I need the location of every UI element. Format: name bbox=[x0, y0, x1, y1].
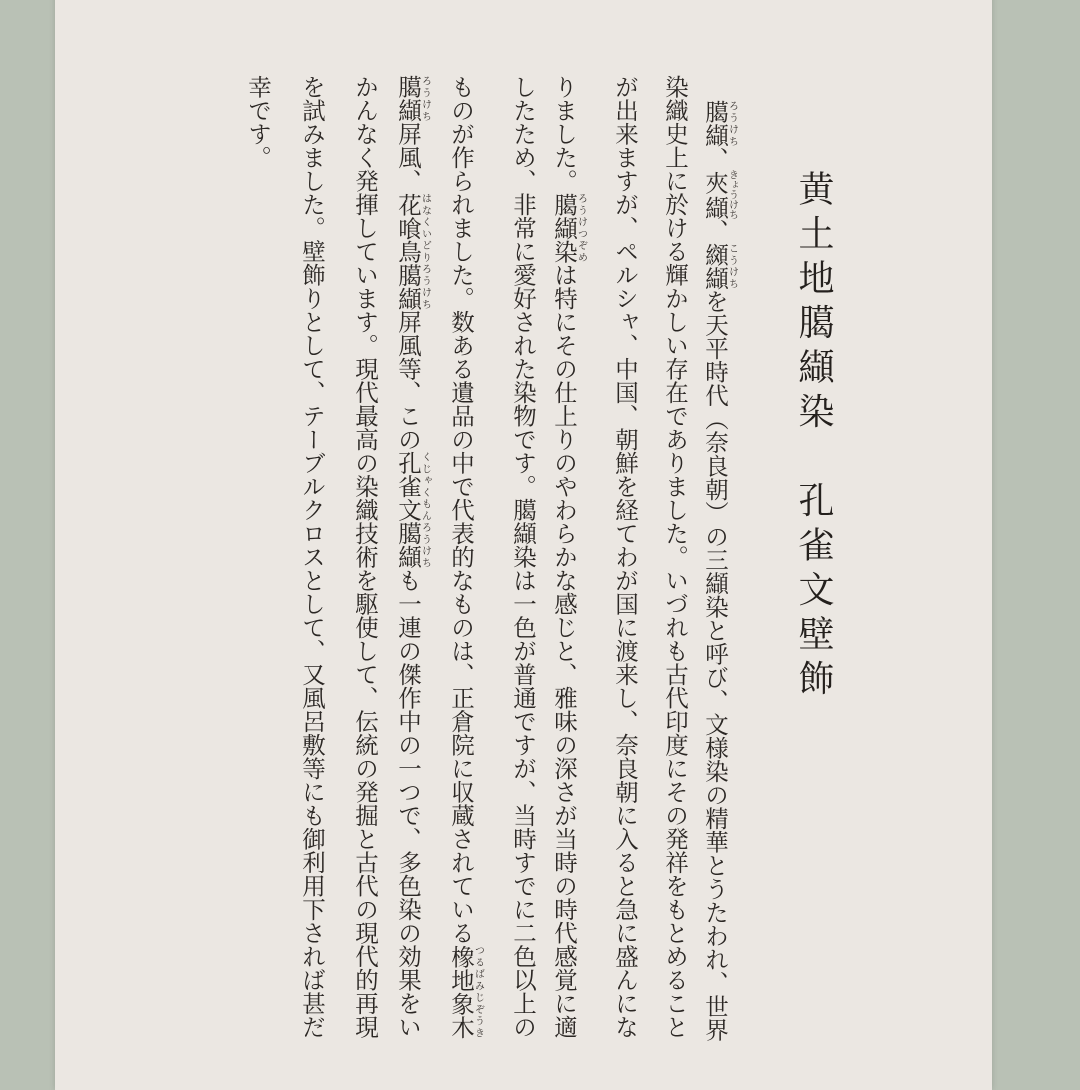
furigana: きょうけち bbox=[726, 169, 738, 220]
ruby-annotated-text: 纐纈こうけち bbox=[701, 242, 738, 290]
text-segment: が出来ますが、ペルシャ、中国、朝鮮を経てわが国に渡来し、奈良朝に入ると急に盛んにな bbox=[611, 75, 639, 1039]
text-segment: も一連の傑作中の一つで、多色染の効果をい bbox=[394, 568, 422, 1039]
ruby-annotated-text: 臈纈ろうけち bbox=[394, 75, 431, 122]
document-title: 黄土地臈纈染 孔雀文壁飾 bbox=[793, 170, 834, 704]
text-segment: 屏風、 bbox=[394, 122, 422, 193]
text-column bbox=[596, 75, 639, 1039]
text-segment: 、 bbox=[701, 219, 729, 243]
text-segment: を天平時代（奈良朝）の三纈染と呼び、文様染の精華とうたわれ、世界 bbox=[701, 289, 729, 1042]
text-column bbox=[697, 100, 737, 1042]
furigana: ろうけつぞめ bbox=[575, 192, 587, 263]
text-column bbox=[646, 75, 689, 1039]
text-column bbox=[494, 75, 537, 1039]
ruby-annotated-text: 孔雀文臈纈くじゃくもんろうけち bbox=[394, 451, 431, 569]
furigana: つるばみじぞうき bbox=[472, 944, 484, 1039]
ruby-annotated-text: 夾纈きょうけち bbox=[701, 169, 738, 220]
furigana: くじゃくもんろうけち bbox=[419, 451, 431, 569]
text-segment: は特にその仕上りのやわらかな感じと、雅味の深さが当時の時代感覚に適 bbox=[550, 263, 578, 1039]
text-segment: 染織史上に於ける輝かしい存在でありました。いづれも古代印度にその発祥をもとめること bbox=[661, 75, 689, 1039]
text-segment: 屏風等、この bbox=[394, 310, 422, 451]
text-segment: ものが作られました。数ある遺品の中で代表的なものは、正倉院に収蔵されている bbox=[447, 75, 475, 945]
text-column bbox=[229, 75, 272, 169]
text-column bbox=[283, 75, 326, 1039]
text-segment: したため、非常に愛好された染物です。臈纈染は一色が普通ですが、当時すでに二色以上の bbox=[509, 75, 537, 1039]
text-column bbox=[336, 75, 379, 1039]
text-segment: 、 bbox=[701, 147, 729, 171]
text-segment: かんなく発揮しています。現代最高の染織技術を駆使して、伝統の発掘と古代の現代的再現 bbox=[351, 75, 379, 1039]
ruby-annotated-text: 橡地象木つるばみじぞうき bbox=[447, 944, 484, 1039]
text-column bbox=[390, 75, 430, 1039]
ruby-annotated-text: 臈纈ろうけち bbox=[701, 100, 738, 147]
text-segment: を試みました。壁飾りとして、テーブルクロスとして、又風呂敷等にも御利用下されば甚だ bbox=[298, 75, 326, 1039]
ruby-annotated-text: 花喰鳥臈纈はなくいどりろうけち bbox=[394, 192, 431, 310]
furigana: ろうけち bbox=[419, 75, 431, 122]
furigana: ろうけち bbox=[726, 100, 738, 147]
text-segment: りました。 bbox=[550, 75, 578, 193]
ruby-annotated-text: 臈纈染ろうけつぞめ bbox=[550, 192, 587, 263]
text-segment: 幸です。 bbox=[244, 75, 272, 169]
text-column bbox=[546, 75, 586, 1039]
furigana: こうけち bbox=[726, 242, 738, 290]
text-column bbox=[443, 75, 483, 1039]
furigana: はなくいどりろうけち bbox=[419, 192, 431, 310]
